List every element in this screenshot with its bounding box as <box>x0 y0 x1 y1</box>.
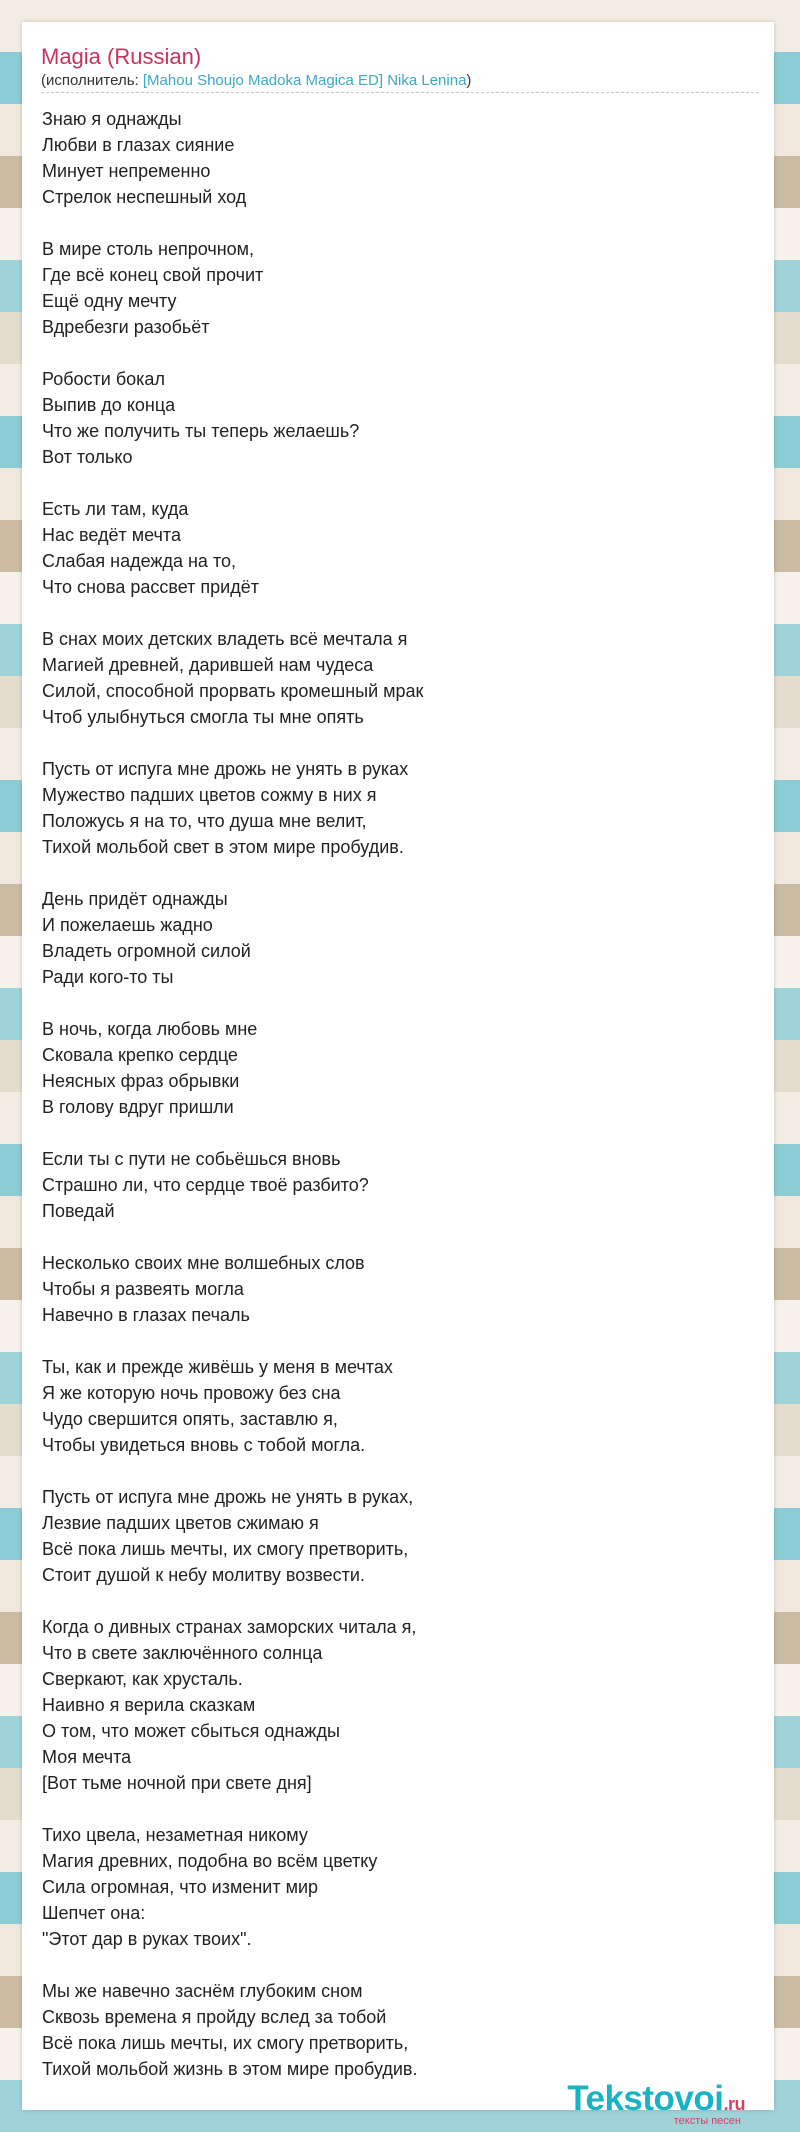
stanza <box>42 1822 423 1952</box>
lyric-line: Магия древних, подобна во всём цветку <box>42 1851 378 1871</box>
lyric-line: Что же получить ты теперь желаешь? <box>42 421 360 441</box>
lyric-line: Вот только <box>42 447 133 467</box>
lyric-line: Мы же навечно заснём глубоким сном <box>42 1981 363 2001</box>
lyric-line: Я же которую ночь провожу без сна <box>42 1383 341 1403</box>
lyric-line: Магией древней, дарившей нам чудеса <box>42 655 374 675</box>
lyric-line: День придёт однажды <box>42 889 228 909</box>
lyric-line: Лезвие падших цветов сжимаю я <box>42 1513 319 1533</box>
lyric-line: Сквозь времена я пройду вслед за тобой <box>42 2007 387 2027</box>
lyric-line: Несколько своих мне волшебных слов <box>42 1253 365 1273</box>
lyric-line: Чтоб улыбнуться смогла ты мне опять <box>42 707 364 727</box>
lyric-line: В ночь, когда любовь мне <box>42 1019 258 1039</box>
stanza <box>42 366 423 470</box>
logo-tagline: тексты песен <box>673 2115 741 2127</box>
lyric-line: Вдребезги разобьёт <box>42 317 210 337</box>
lyric-line: В голову вдруг пришли <box>42 1097 234 1117</box>
stanza <box>42 1250 423 1328</box>
lyric-line: Тихой мольбой жизнь в этом мире пробудив. <box>42 2059 418 2079</box>
lyric-line: Владеть огромной силой <box>42 941 251 961</box>
stanza <box>42 1484 423 1588</box>
lyric-line: Силой, способной прорвать кромешный мрак <box>42 681 424 701</box>
lyric-line: Стрелок неспешный ход <box>42 187 247 207</box>
stanza <box>42 496 423 600</box>
stanza <box>42 1614 423 1796</box>
lyric-line: Шепчет она: <box>42 1903 146 1923</box>
lyric-line: Всё пока лишь мечты, их смогу претворить, <box>42 2033 409 2053</box>
divider <box>41 92 759 93</box>
lyric-line: В снах моих детских владеть всё мечтала я <box>42 629 408 649</box>
artist-prefix: (исполнитель: <box>41 72 143 89</box>
stanza <box>42 236 423 340</box>
logo-tld: .ru <box>723 2094 745 2114</box>
stanza <box>42 626 423 730</box>
lyric-line: Нас ведёт мечта <box>42 525 181 545</box>
lyric-line: Выпив до конца <box>42 395 176 415</box>
lyric-line: Тихо цвела, незаметная никому <box>42 1825 308 1845</box>
lyric-line: Где всё конец свой прочит <box>42 265 264 285</box>
lyric-line: Навечно в глазах печаль <box>42 1305 250 1325</box>
lyric-line: Мужество падших цветов сожму в них я <box>42 785 377 805</box>
lyric-line: Неясных фраз обрывки <box>42 1071 240 1091</box>
lyric-line: Стоит душой к небу молитву возвести. <box>42 1565 365 1585</box>
lyric-line: И пожелаешь жадно <box>42 915 213 935</box>
lyric-line: Страшно ли, что сердце твоё разбито? <box>42 1175 369 1195</box>
stanza <box>42 1354 423 1458</box>
lyric-line: Пусть от испуга мне дрожь не унять в руках, <box>42 1487 414 1507</box>
stanza <box>42 886 423 990</box>
artist-suffix: ) <box>466 72 472 89</box>
lyric-line: Положусь я на то, что душа мне велит, <box>42 811 367 831</box>
stanza <box>42 106 423 210</box>
lyric-line: Тихой мольбой свет в этом мире пробудив. <box>42 837 404 857</box>
lyric-line: Чтобы увидеться вновь с тобой могла. <box>42 1435 366 1455</box>
lyric-line: Что в свете заключённого солнца <box>42 1643 323 1663</box>
stanza <box>42 756 423 860</box>
song-title: Magia (Russian) <box>41 44 202 69</box>
lyric-line: Моя мечта <box>42 1747 132 1767</box>
lyric-line: О том, что может сбыться однажды <box>42 1721 340 1741</box>
lyric-line: "Этот дар в руках твоих". <box>42 1929 252 1949</box>
lyric-line: Минует непременно <box>42 161 211 181</box>
lyric-line: Любви в глазах сияние <box>42 135 235 155</box>
lyric-line: Знаю я однажды <box>42 109 182 129</box>
site-logo[interactable] <box>567 2079 745 2127</box>
stanza <box>42 1978 423 2082</box>
lyric-line: Ещё одну мечту <box>42 291 177 311</box>
lyric-line: Сковала крепко сердце <box>42 1045 238 1065</box>
lyric-line: В мире столь непрочном, <box>42 239 255 259</box>
stanza <box>42 1016 423 1120</box>
lyric-line: Поведай <box>42 1201 115 1221</box>
lyric-line: Наивно я верила сказкам <box>42 1695 256 1715</box>
lyric-line: Ты, как и прежде живёшь у меня в мечтах <box>42 1357 393 1377</box>
artist-link-series[interactable]: [Mahou Shoujo Madoka Magica ED] <box>142 72 384 89</box>
lyric-line: Всё пока лишь мечты, их смогу претворить, <box>42 1539 409 1559</box>
artist-link-performer[interactable]: Nika Lenina <box>387 72 467 89</box>
stanza <box>42 1146 423 1224</box>
lyric-line: Ради кого-то ты <box>42 967 174 987</box>
lyrics-card <box>22 22 774 2127</box>
lyric-line: Слабая надежда на то, <box>42 551 236 571</box>
lyric-line: [Вот тьме ночной при свете дня] <box>42 1773 312 1793</box>
logo-name: Tekstovoi <box>567 2079 724 2118</box>
lyric-line: Что снова рассвет придёт <box>42 577 259 597</box>
lyric-line: Сверкают, как хрусталь. <box>42 1669 243 1689</box>
lyrics-text <box>42 106 423 2108</box>
lyric-line: Чтобы я развеять могла <box>42 1279 244 1299</box>
lyric-line: Сила огромная, что изменит мир <box>42 1877 319 1897</box>
lyric-line: Пусть от испуга мне дрожь не унять в руках <box>42 759 409 779</box>
lyric-line: Робости бокал <box>42 369 165 389</box>
lyric-line: Чудо свершится опять, заставлю я, <box>42 1409 338 1429</box>
lyric-line: Если ты с пути не собьёшься вновь <box>42 1149 341 1169</box>
lyric-line: Есть ли там, куда <box>42 499 189 519</box>
lyric-line: Когда о дивных странах заморских читала я, <box>42 1617 417 1637</box>
artist-line <box>41 72 471 89</box>
